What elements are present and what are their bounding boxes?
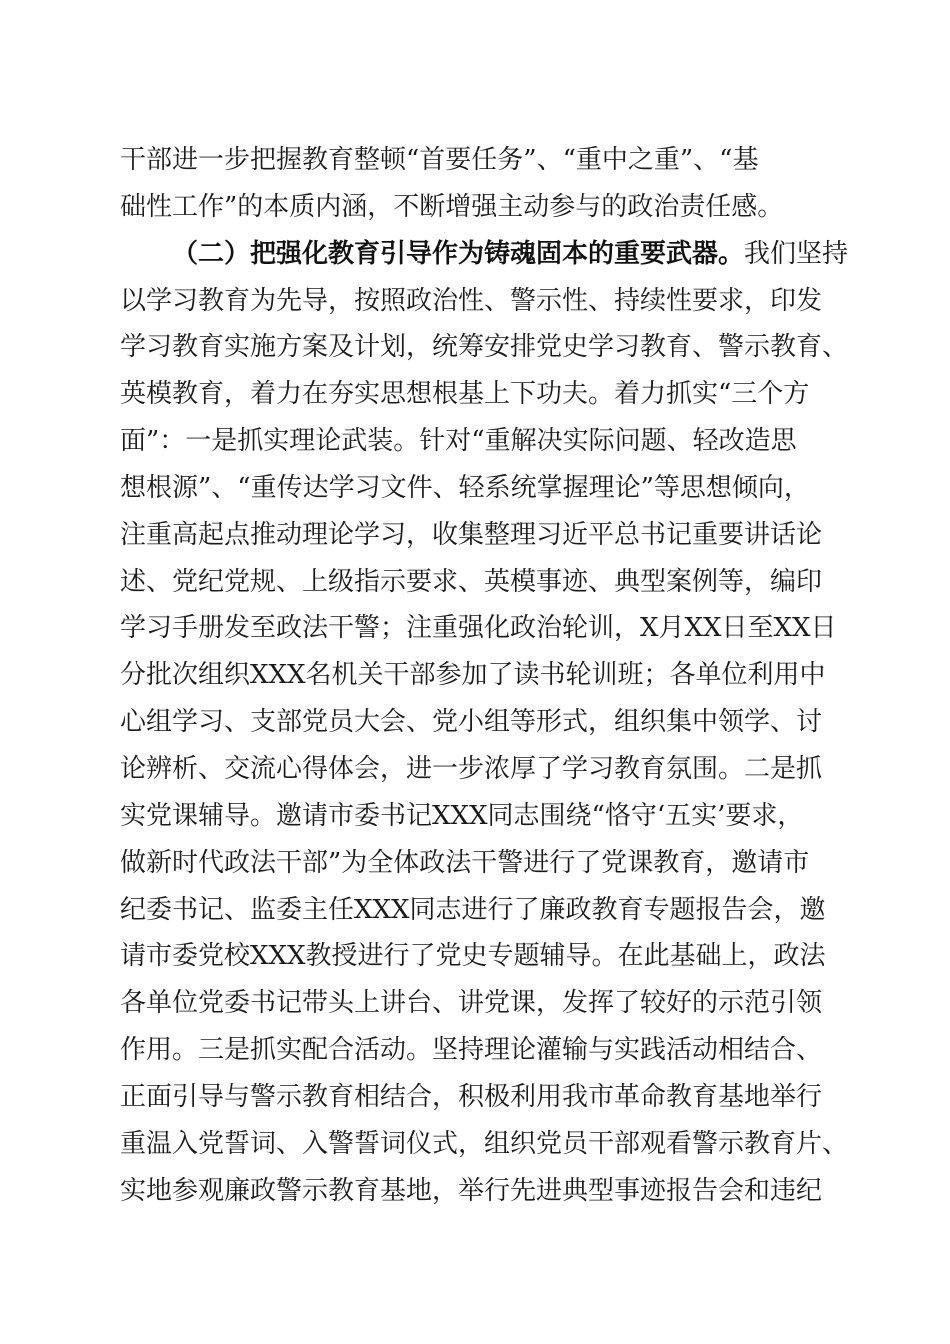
document-body-text <box>120 137 849 1214</box>
text-line <box>120 184 840 231</box>
line-text: 我们坚持 <box>744 238 849 269</box>
line-text: 面”：一是抓实理论武装。针对“重解决实际问题、轻改造思 <box>120 426 797 457</box>
text-line <box>120 512 840 559</box>
line-text: 分批次组织XXX名机关干部参加了读书轮训班；各单位利用中 <box>120 660 826 691</box>
text-line <box>120 324 849 371</box>
section-heading: （二）把强化教育引导作为铸魂固本的重要武器。 <box>172 238 745 269</box>
text-line <box>120 465 840 512</box>
line-text: 述、党纪党规、上级指示要求、英模事迹、典型案例等，编印 <box>120 566 823 597</box>
text-line <box>120 1168 840 1215</box>
line-text: 实地参观廉政警示教育基地，举行先进典型事迹报告会和违纪 <box>120 1175 823 1206</box>
text-line <box>120 231 849 278</box>
line-text: 正面引导与警示教育相结合，积极利用我市革命教育基地举行 <box>120 1081 823 1112</box>
line-text: 实党课辅导。邀请市委书记XXX同志围绕“恪守‘五实’要求， <box>120 800 804 831</box>
text-line <box>120 1074 840 1121</box>
line-text: 英模教育，着力在夯实思想根基上下功夫。着力抓实“三个方 <box>120 379 810 410</box>
line-text: 请市委党校XXX教授进行了党史专题辅导。在此基础上，政法 <box>120 941 826 972</box>
text-line <box>120 980 840 1027</box>
line-text: 以学习教育为先导，按照政治性、警示性、持续性要求，印发 <box>120 285 823 316</box>
line-text: 想根源”、“重传达学习文件、轻系统掌握理论”等思想倾向， <box>120 472 810 503</box>
line-text: 论辨析、交流心得体会，进一步浓厚了学习教育氛围。二是抓 <box>120 753 823 784</box>
line-text: 础性工作”的本质内涵，不断增强主动参与的政治责任感。 <box>120 191 784 222</box>
text-line <box>120 746 840 793</box>
text-line <box>120 559 840 606</box>
text-line <box>120 278 840 325</box>
text-line <box>120 699 840 746</box>
line-text: 学习教育实施方案及计划，统筹安排党史学习教育、警示教育、 <box>120 332 849 363</box>
text-line <box>120 840 840 887</box>
text-line <box>120 1121 849 1168</box>
line-text: 各单位党委书记带头上讲台、讲党课，发挥了较好的示范引领 <box>120 988 823 1019</box>
line-text: 纪委书记、监委主任XXX同志进行了廉政教育专题报告会，邀 <box>120 894 826 925</box>
line-text: 作用。三是抓实配合活动。坚持理论灌输与实践活动相结合、 <box>120 1035 823 1066</box>
text-line <box>120 933 840 980</box>
line-text: 干部进一步把握教育整顿“首要任务”、“重中之重”、“基 <box>120 145 759 175</box>
text-line <box>120 371 840 418</box>
line-text: 注重高起点推动理论学习，收集整理习近平总书记重要讲话论 <box>120 519 823 550</box>
line-text: 重温入党誓词、入警誓词仪式，组织党员干部观看警示教育片、 <box>120 1128 849 1159</box>
text-line <box>120 1027 840 1074</box>
line-text: 学习手册发至政法干警；注重强化政治轮训，X月XX日至XX日 <box>120 613 837 644</box>
text-line <box>120 605 840 652</box>
text-line <box>120 652 840 699</box>
text-line <box>120 793 840 840</box>
text-line <box>120 137 840 184</box>
text-line <box>120 418 840 465</box>
line-text: 做新时代政法干部”为全体政法干警进行了党课教育，邀请市 <box>120 847 810 878</box>
text-line <box>120 887 840 934</box>
line-text: 心组学习、支部党员大会、党小组等形式，组织集中领学、讨 <box>120 707 823 738</box>
